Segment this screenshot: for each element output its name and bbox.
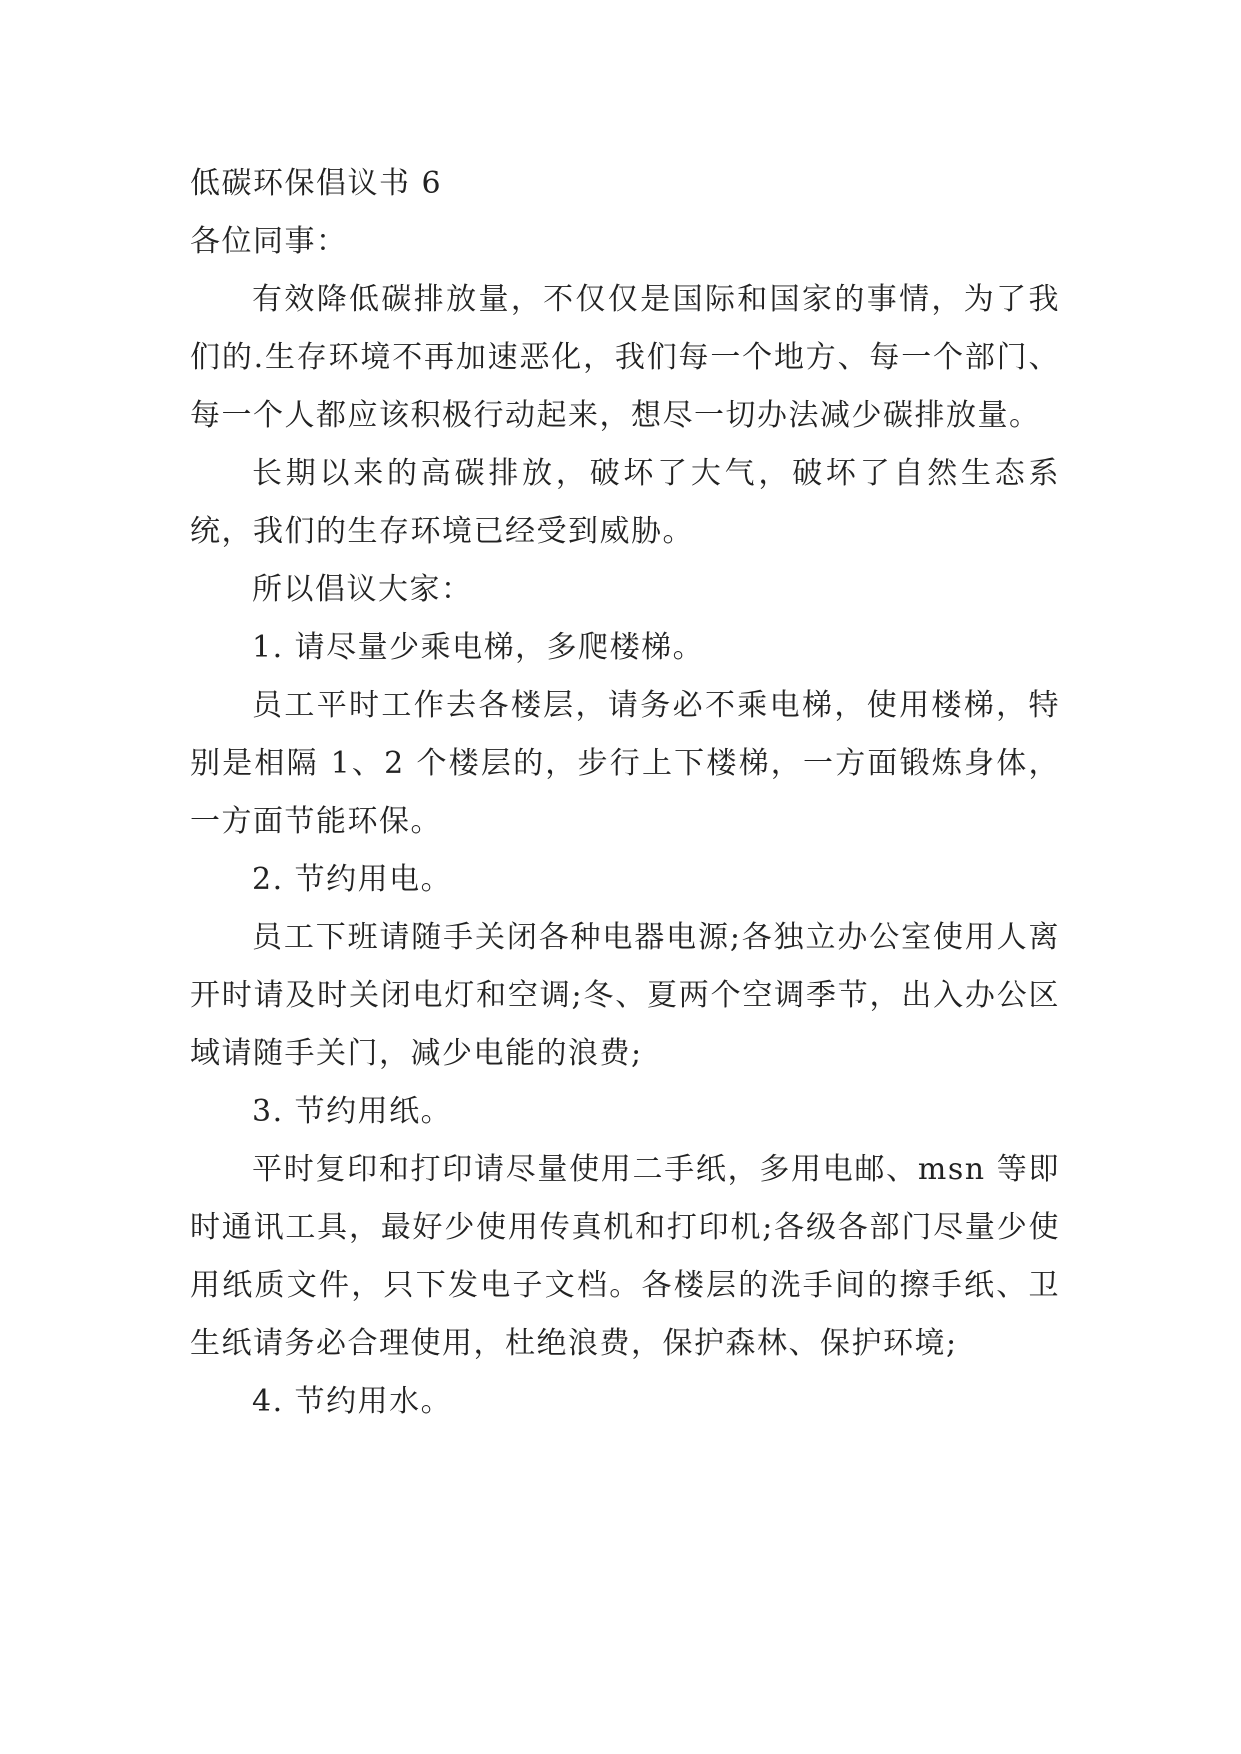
paragraph-threat: 长期以来的高碳排放，破坏了大气，破坏了自然生态系统，我们的生存环境已经受到威胁。	[190, 456, 1060, 549]
item-1-heading: 1. 请尽量少乘电梯，多爬楼梯。	[252, 630, 705, 665]
paragraph-call: 所以倡议大家：	[252, 572, 473, 607]
item-3-body: 平时复印和打印请尽量使用二手纸，多用电邮、msn 等即时通讯工具，最好少使用传真机和打印机;各级各部门尽量少使用纸质文件，只下发电子文档。各楼层的洗手间的擦手纸、卫生纸请务必合理使用，杜绝浪费，保护森林、保护环境;	[190, 1152, 1060, 1361]
item-3-heading: 3. 节约用纸。	[252, 1094, 453, 1129]
item-2-body: 员工下班请随手关闭各种电器电源;各独立办公室使用人离开时请及时关闭电灯和空调;冬、夏两个空调季节，出入办公区域请随手关门，减少电能的浪费;	[190, 920, 1060, 1071]
item-2-heading: 2. 节约用电。	[252, 862, 453, 897]
item-1-body: 员工平时工作去各楼层，请务必不乘电梯，使用楼梯，特别是相隔 1、2 个楼层的，步行上下楼梯，一方面锻炼身体，一方面节能环保。	[190, 688, 1060, 839]
document-title: 低碳环保倡议书 6	[190, 166, 443, 201]
paragraph-intro: 有效降低碳排放量，不仅仅是国际和国家的事情，为了我们的.生存环境不再加速恶化，我们每一个地方、每一个部门、每一个人都应该积极行动起来，想尽一切办法减少碳排放量。	[190, 282, 1060, 433]
greeting: 各位同事：	[190, 224, 348, 259]
document-body	[190, 155, 1060, 1431]
item-4-heading: 4. 节约用水。	[252, 1384, 453, 1419]
